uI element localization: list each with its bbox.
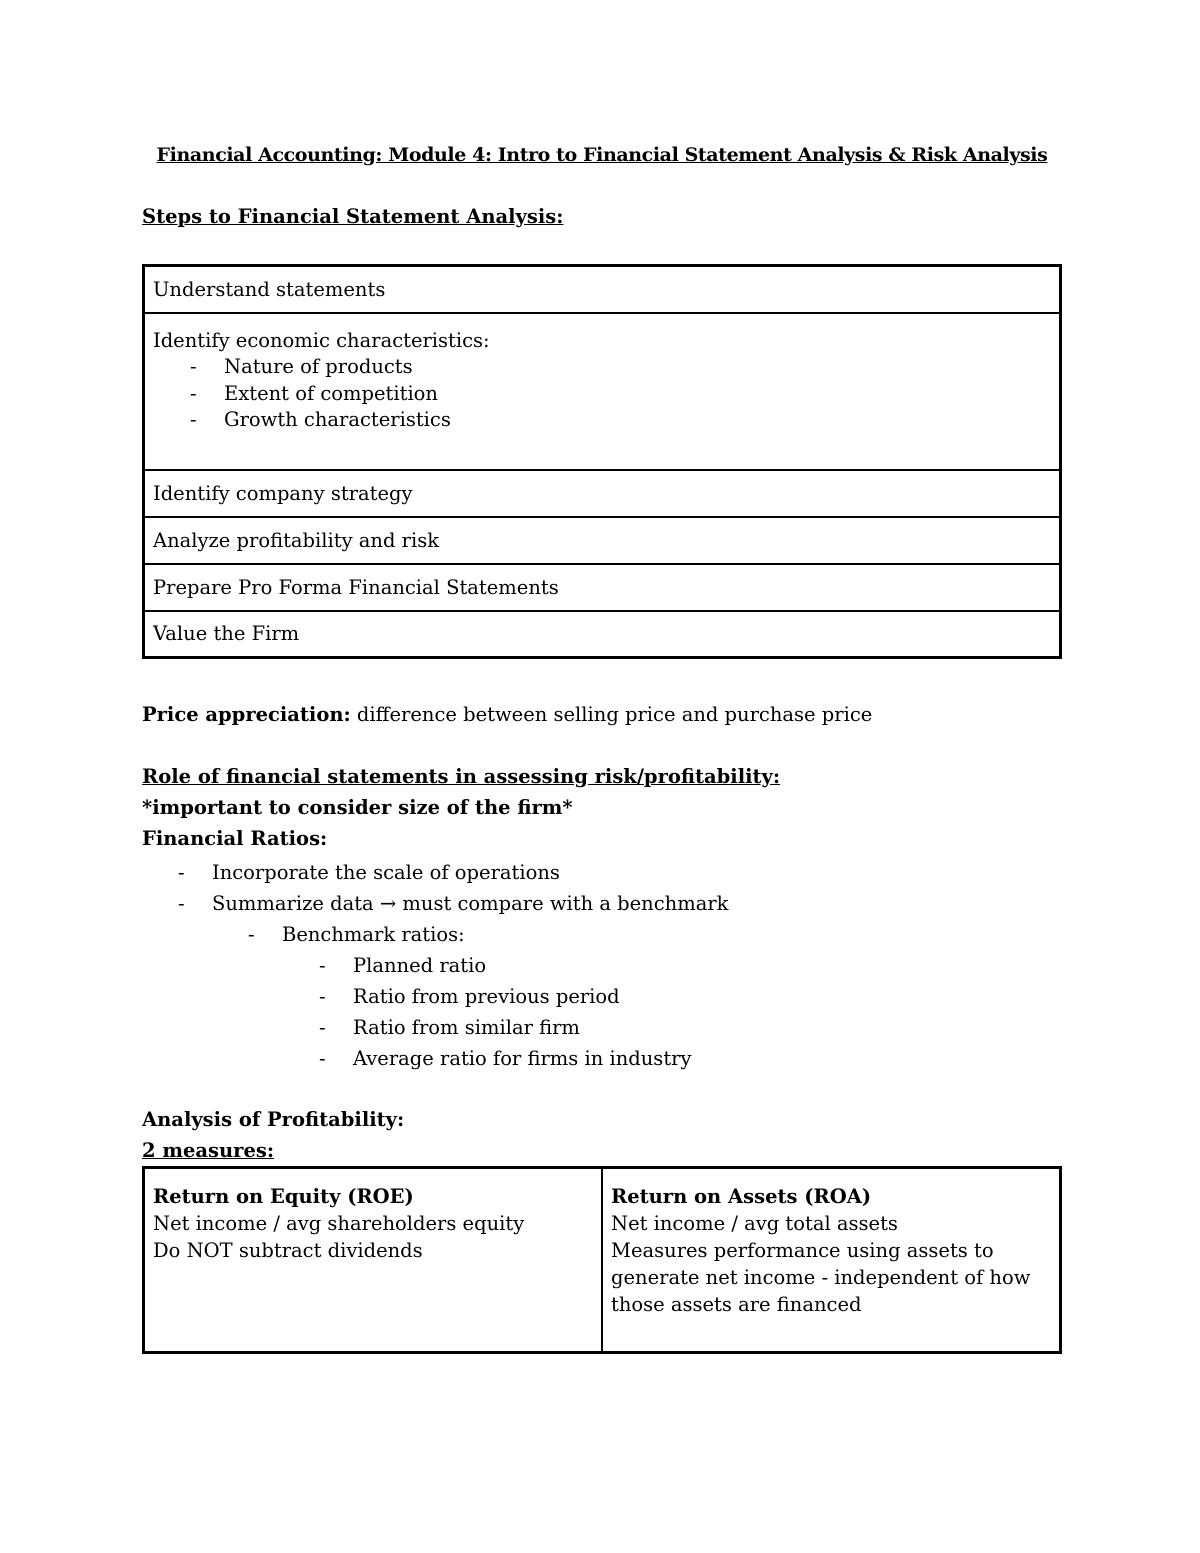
measures-subheading: 2 measures: <box>142 1139 275 1162</box>
profitability-heading: Analysis of Profitability: <box>142 1108 405 1131</box>
list-item: - Planned ratio <box>319 954 487 977</box>
roe-cell <box>144 1168 603 1353</box>
list-item: - Incorporate the scale of operations <box>178 861 560 884</box>
table-row <box>144 1168 1061 1353</box>
list-item: - Summarize data → must compare with a benchmark <box>178 892 729 915</box>
step-analyze-profitability-risk: Analyze profitability and risk <box>144 517 1061 564</box>
step-prepare-pro-forma: Prepare Pro Forma Financial Statements <box>144 564 1061 611</box>
list-item: - Extent of competition <box>224 381 1051 408</box>
step-value-firm: Value the Firm <box>144 611 1061 658</box>
list-item: - Nature of products <box>224 354 1051 381</box>
table-row <box>144 313 1061 470</box>
financial-ratios-heading: Financial Ratios: <box>142 827 328 850</box>
list-item: - Growth characteristics <box>224 407 1051 434</box>
price-appreciation-line <box>142 703 872 726</box>
table-row <box>144 611 1061 658</box>
measures-table <box>142 1166 1062 1354</box>
financial-ratios-list <box>142 857 728 1074</box>
price-appreciation-definition: difference between selling price and purchase price <box>350 703 873 726</box>
table-row <box>144 564 1061 611</box>
list-item: - Benchmark ratios: <box>248 923 465 946</box>
list-item: - Ratio from similar firm <box>319 1016 580 1039</box>
step-label: Identify economic characteristics: <box>153 328 490 352</box>
table-row <box>144 470 1061 517</box>
roe-note: Do NOT subtract dividends <box>153 1239 423 1262</box>
roe-formula: Net income / avg shareholders equity <box>153 1212 525 1235</box>
steps-heading: Steps to Financial Statement Analysis: <box>142 205 564 228</box>
step-understand-statements: Understand statements <box>144 266 1061 313</box>
price-appreciation-term: Price appreciation: <box>142 703 351 726</box>
roe-title: Return on Equity (ROE) <box>153 1185 414 1208</box>
roa-cell <box>602 1168 1061 1353</box>
steps-table <box>142 264 1062 659</box>
size-note: *important to consider size of the firm* <box>142 796 573 819</box>
role-heading: Role of financial statements in assessing risk/profitability: <box>142 765 781 788</box>
roa-formula: Net income / avg total assets <box>611 1212 898 1235</box>
list-item: - Average ratio for firms in industry <box>319 1047 692 1070</box>
step-identify-company-strategy: Identify company strategy <box>144 470 1061 517</box>
table-row <box>144 517 1061 564</box>
document-title: Financial Accounting: Module 4: Intro to Financial Statement Analysis & Risk Analysis <box>156 144 1048 166</box>
list-item: - Ratio from previous period <box>319 985 620 1008</box>
step-identify-economic-characteristics <box>144 313 1061 470</box>
economic-characteristics-list <box>153 354 1051 434</box>
roa-title: Return on Assets (ROA) <box>611 1185 872 1208</box>
roa-note: Measures performance using assets to generate net income - independent of how those assets are financed <box>611 1239 1031 1316</box>
table-row <box>144 266 1061 313</box>
